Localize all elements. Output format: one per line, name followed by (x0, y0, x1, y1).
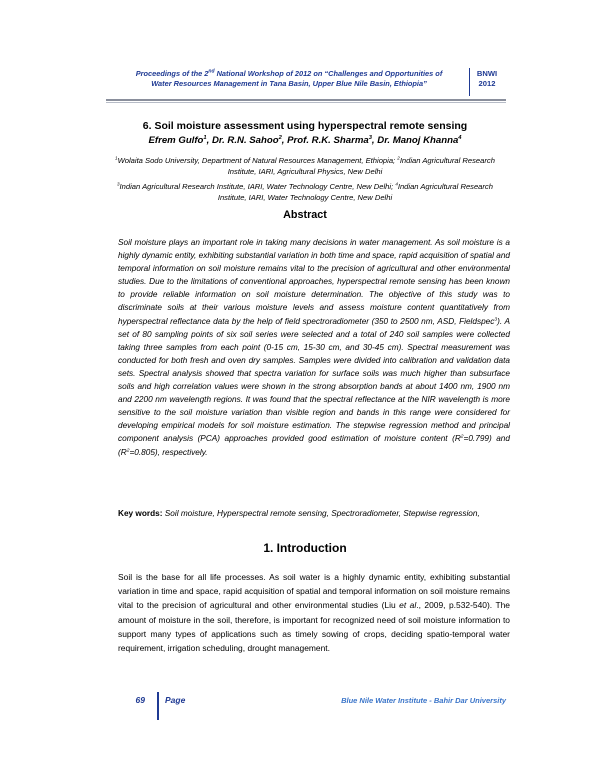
header-code: BNWI (476, 69, 498, 78)
proceedings-superscript: nd (208, 68, 215, 75)
footer-institute: Blue Nile Water Institute - Bahir Dar University (341, 696, 506, 705)
proceedings-text: Proceedings of the 2 (135, 69, 209, 78)
footer-separator (157, 692, 159, 720)
keywords (118, 507, 510, 520)
author: Efrem Gulfo$^1$, (148, 134, 212, 146)
header-rule (106, 99, 506, 101)
paper-title: 6. Soil moisture assessment using hyperspectral remote sensing (142, 120, 468, 132)
page-number: 69 (135, 695, 145, 705)
keywords-text: Soil moisture, Hyperspectral remote sensing, Spectroradiometer, Stepwise regression, (164, 509, 480, 518)
header-separator (469, 68, 470, 96)
proceedings-header (112, 69, 466, 89)
affiliation-1-2: $^1$Wolaita Sodo University, Department of Natural Resources Management, Ethiopia; $^2$Indian Agricultural Research Institute, IARI, Agricultural Physics, New Delhi (115, 155, 495, 176)
proceedings-text-cont: National Workshop of 2012 on “Challenges and Opportunities of (214, 69, 443, 78)
introduction-heading: 1. Introduction (263, 541, 347, 555)
affiliation-3-4: $^3$Indian Agricultural Research Institute, IARI, Water Technology Centre, New Delhi; $^4$Indian Agricultural Research Institute, IARI, Water Technology Centre, New Delhi (117, 181, 493, 202)
author: Prof. R.K. Sharma$^3$, (287, 134, 378, 146)
header-year: 2012 (478, 79, 496, 88)
page-label: Page (165, 695, 186, 705)
author: Dr. R.N. Sahoo$^2$, (211, 134, 288, 146)
author: Dr. Manoj Khanna$^4$ (377, 134, 462, 146)
proceedings-line2: Water Resources Management in Tana Basin, Upper Blue Nile Basin, Ethiopia” (151, 79, 427, 88)
author-list (100, 134, 510, 147)
keywords-label: Key words: (118, 509, 163, 518)
header-code-block (472, 69, 502, 89)
header-rule-thin (106, 102, 506, 103)
abstract-body: Soil moisture plays an important role in taking many decisions in water management. As soil moisture is a highly dynamic entity, exhibiting substantial variation in both time and space, rapid acquisition of spatial and temporal information on soil moisture remains vital to the precision of agricultural and other environmental studies. Due to the limitations of conventional approaches, hyperspectral remote sensing has been known to provide reliable information on soil moisture determination. The objective of this study was to discriminate soils at their various moisture levels and assess moisture content quantitatively from hyperspectral reflectance data by the help of field spectroradiometer (350 to 2500 nm, ASD, Fieldspec$^3$). A set of 80 sampling points of six soil series were selected and a total of 240 soil samples were collected taking three samples from each point (0-15 cm, 15-30 cm, and 30-45 cm). Spectral measurement was conducted for both fresh and oven dry samples. Samples were divided into calibration and validation data sets. Spectral analysis showed that spectra variation for surface soils was much higher than subsurface soils and high correlation values were shown in the strong absorption bands at about 1400 nm, 1900 nm and 2200 nm wavelength regions. It was found that the spectral reflectance at the NIR wavelength is more sensitive to the soil moisture variation than visible region and bands in this range were considered for developing empirical models for soil moisture estimation. The stepwise regression method and principal component analysis (PCA) approaches provided good estimation of moisture content $(R^2=0.799)$ and $(R^2=0.805)$, respectively. (118, 238, 510, 457)
introduction-body: Soil is the base for all life processes. As soil water is a highly dynamic entity, exhibiting substantial variation in time and space, rapid acquisition of spatial and temporal information on soil moisture remains vital to the precision of agricultural and other environmental studies (Liu et al., 2009, p.532-540). The amount of moisture in the soil, therefore, is important for recognized need of soil moisture information to support many types of applications such as timely sowing of crops, deciding spatio-temporal water requirement, irrigation scheduling, drought management. (118, 572, 510, 654)
abstract-heading: Abstract (283, 209, 327, 221)
